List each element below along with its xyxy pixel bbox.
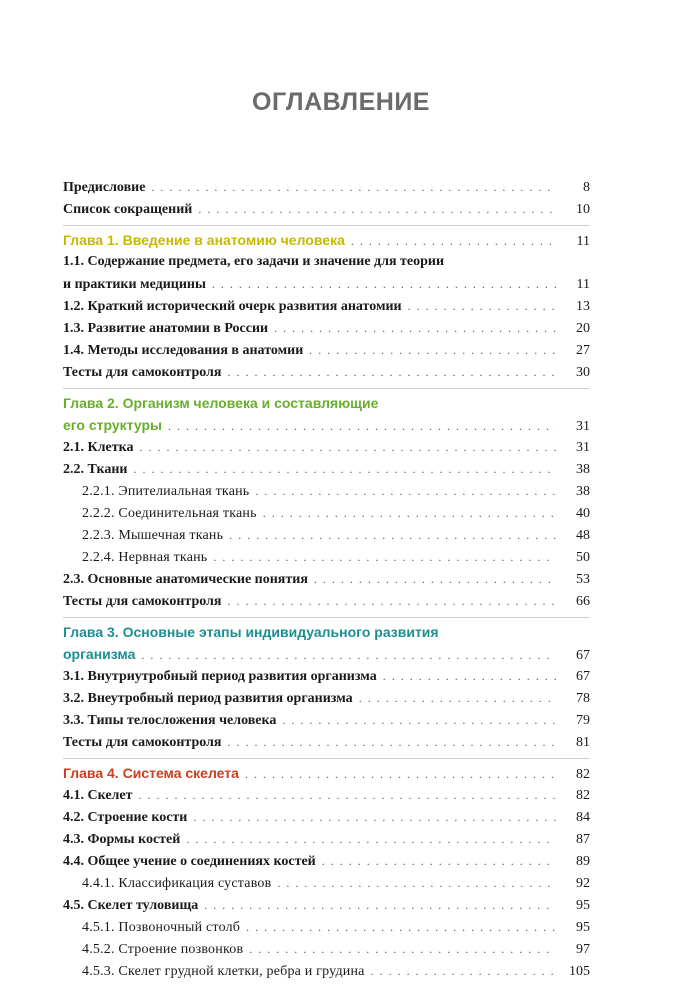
toc-entry-label: 4.1. Скелет	[63, 788, 133, 803]
dot-leader	[227, 731, 556, 753]
toc-entry-label: 2.2.3. Мышечная ткань	[82, 528, 224, 543]
toc-chapter-2[interactable]	[63, 392, 590, 436]
toc-entry-label: 4.5.1. Позвоночный столб	[82, 920, 241, 935]
toc-entry-3-3[interactable]	[63, 709, 590, 731]
toc-page-number: 48	[576, 528, 590, 543]
dot-leader	[212, 273, 556, 295]
toc-page-number: 38	[576, 484, 590, 499]
toc-entry-label: 4.4. Общее учение о соединениях костей	[63, 854, 316, 869]
toc-page-number: 82	[576, 767, 590, 782]
dot-leader	[249, 938, 556, 960]
toc-entry-label: 4.5. Скелет туловища	[63, 898, 199, 913]
toc-entry-label: Тесты для самоконтроля	[63, 365, 222, 380]
toc-entry-4-3[interactable]	[63, 828, 590, 850]
toc-page-number: 82	[576, 788, 590, 803]
toc-page-number: 67	[576, 669, 590, 684]
toc-entry-label: 1.2. Краткий исторический очерк развития анатомии	[63, 299, 402, 314]
toc-entry-4-2[interactable]	[63, 806, 590, 828]
dot-leader	[141, 644, 556, 666]
toc-page-number: 40	[576, 506, 590, 521]
chapter-title-continued: организма	[63, 646, 136, 662]
toc-page-number: 95	[576, 898, 590, 913]
toc-entry-label: Список сокращений	[63, 202, 193, 217]
toc-entry-label: Предисловие	[63, 180, 146, 195]
toc-page-number: 8	[583, 180, 590, 195]
dot-leader	[186, 828, 556, 850]
toc-entry-label: 4.5.2. Строение позвонков	[82, 942, 244, 957]
toc-entry-1-1[interactable]	[63, 251, 590, 295]
toc-page-number: 38	[576, 462, 590, 477]
toc-page-number: 11	[576, 277, 590, 292]
toc-entry-2-2-3[interactable]	[63, 524, 590, 546]
section-divider	[63, 617, 590, 618]
dot-leader	[322, 850, 556, 872]
dot-leader	[139, 784, 557, 806]
toc-entry-label: 2.2. Ткани	[63, 462, 128, 477]
toc-entry-tests-1[interactable]	[63, 361, 590, 383]
toc-entry-label: 3.3. Типы телосложения человека	[63, 713, 277, 728]
toc-entry-label: Тесты для самоконтроля	[63, 735, 222, 750]
toc-page-number: 53	[576, 572, 590, 587]
table-of-contents	[63, 176, 590, 982]
section-divider	[63, 758, 590, 759]
dot-leader	[151, 176, 556, 198]
dot-leader	[133, 458, 556, 480]
toc-page-number: 27	[576, 343, 590, 358]
toc-page-number: 50	[576, 550, 590, 565]
dot-leader	[351, 230, 556, 252]
toc-page-number: 89	[576, 854, 590, 869]
toc-entry-label: 1.1. Содержание предмета, его задачи и значение для теории	[63, 254, 445, 269]
toc-entry-label: 1.4. Методы исследования в анатомии	[63, 343, 304, 358]
toc-entry-2-2-1[interactable]	[63, 480, 590, 502]
toc-page-number: 67	[576, 648, 590, 663]
toc-page-number: 13	[576, 299, 590, 314]
toc-page-number: 66	[576, 594, 590, 609]
toc-chapter-4[interactable]	[63, 762, 590, 784]
toc-entry-label: 3.2. Внеутробный период развития организма	[63, 691, 353, 706]
toc-page-number: 31	[576, 419, 590, 434]
dot-leader	[277, 872, 556, 894]
dot-leader	[168, 415, 556, 437]
toc-entry-label: 4.5.3. Скелет грудной клетки, ребра и грудина	[82, 964, 365, 979]
toc-page-number: 31	[576, 440, 590, 455]
toc-entry-3-2[interactable]	[63, 687, 590, 709]
toc-page-number: 10	[576, 202, 590, 217]
toc-entry-tests-2[interactable]	[63, 590, 590, 612]
dot-leader	[246, 916, 556, 938]
dot-leader	[263, 502, 556, 524]
section-divider	[63, 388, 590, 389]
toc-entry-4-5-3[interactable]	[63, 960, 590, 982]
toc-chapter-1[interactable]	[63, 229, 590, 251]
toc-entry-1-4[interactable]	[63, 339, 590, 361]
dot-leader	[383, 665, 556, 687]
dot-leader	[193, 806, 556, 828]
toc-entry-label: 2.2.4. Нервная ткань	[82, 550, 208, 565]
toc-page-number: 79	[576, 713, 590, 728]
toc-entry-tests-3[interactable]	[63, 731, 590, 753]
toc-entry-label: Тесты для самоконтроля	[63, 594, 222, 609]
dot-leader	[314, 568, 556, 590]
toc-entry-2-3[interactable]	[63, 568, 590, 590]
toc-chapter-3[interactable]	[63, 621, 590, 665]
toc-entry-label: 2.2.1. Эпителиальная ткань	[82, 484, 250, 499]
dot-leader	[245, 763, 556, 785]
toc-page-number: 81	[576, 735, 590, 750]
dot-leader	[282, 709, 556, 731]
chapter-title-continued: его структуры	[63, 417, 162, 433]
toc-page-number: 84	[576, 810, 590, 825]
toc-entry-abbreviations[interactable]	[63, 198, 590, 220]
toc-page-number: 92	[576, 876, 590, 891]
toc-entry-2-2[interactable]	[63, 458, 590, 480]
chapter-title: Глава 2. Организм человека и составляющие	[63, 395, 379, 411]
dot-leader	[204, 894, 556, 916]
toc-entry-label: 3.1. Внутриутробный период развития организма	[63, 669, 377, 684]
toc-entry-4-1[interactable]	[63, 784, 590, 806]
dot-leader	[309, 339, 556, 361]
toc-page-number: 11	[576, 234, 590, 249]
dot-leader	[227, 361, 556, 383]
toc-entry-2-2-2[interactable]	[63, 502, 590, 524]
toc-page-number: 30	[576, 365, 590, 380]
dot-leader	[274, 317, 556, 339]
dot-leader	[139, 436, 556, 458]
toc-entry-4-4-1[interactable]	[63, 872, 590, 894]
toc-entry-4-5-1[interactable]	[63, 916, 590, 938]
toc-entry-1-3[interactable]	[63, 317, 590, 339]
page-title: ОГЛАВЛЕНИЕ	[252, 88, 430, 116]
toc-entry-preface[interactable]	[63, 176, 590, 198]
chapter-title: Глава 3. Основные этапы индивидуального развития	[63, 624, 439, 640]
toc-page-number: 97	[576, 942, 590, 957]
chapter-title: Глава 4. Система скелета	[63, 765, 239, 781]
toc-entry-label-continued: и практики медицины	[63, 277, 206, 292]
toc-entry-label: 2.2.2. Соединительная ткань	[82, 506, 257, 521]
dot-leader	[229, 524, 556, 546]
toc-entry-label: 2.1. Клетка	[63, 440, 134, 455]
toc-entry-label: 4.4.1. Классификация суставов	[82, 876, 272, 891]
toc-entry-label: 4.2. Строение кости	[63, 810, 188, 825]
toc-page-number: 20	[576, 321, 590, 336]
toc-page-number: 78	[576, 691, 590, 706]
dot-leader	[213, 546, 556, 568]
chapter-title: Глава 1. Введение в анатомию человека	[63, 232, 345, 248]
toc-entry-4-5[interactable]	[63, 894, 590, 916]
toc-page-number: 105	[569, 964, 590, 979]
dot-leader	[359, 687, 556, 709]
dot-leader	[227, 590, 556, 612]
toc-entry-1-2[interactable]	[63, 295, 590, 317]
dot-leader	[255, 480, 556, 502]
toc-page-number: 95	[576, 920, 590, 935]
toc-entry-2-2-4[interactable]	[63, 546, 590, 568]
toc-entry-4-5-2[interactable]	[63, 938, 590, 960]
dot-leader	[198, 198, 556, 220]
section-divider	[63, 225, 590, 226]
toc-entry-label: 4.3. Формы костей	[63, 832, 181, 847]
toc-entry-3-1[interactable]	[63, 665, 590, 687]
toc-entry-label: 2.3. Основные анатомические понятия	[63, 572, 308, 587]
toc-entry-2-1[interactable]	[63, 436, 590, 458]
dot-leader	[371, 960, 556, 982]
toc-entry-label: 1.3. Развитие анатомии в России	[63, 321, 269, 336]
toc-entry-4-4[interactable]	[63, 850, 590, 872]
dot-leader	[408, 295, 556, 317]
toc-page-number: 87	[576, 832, 590, 847]
